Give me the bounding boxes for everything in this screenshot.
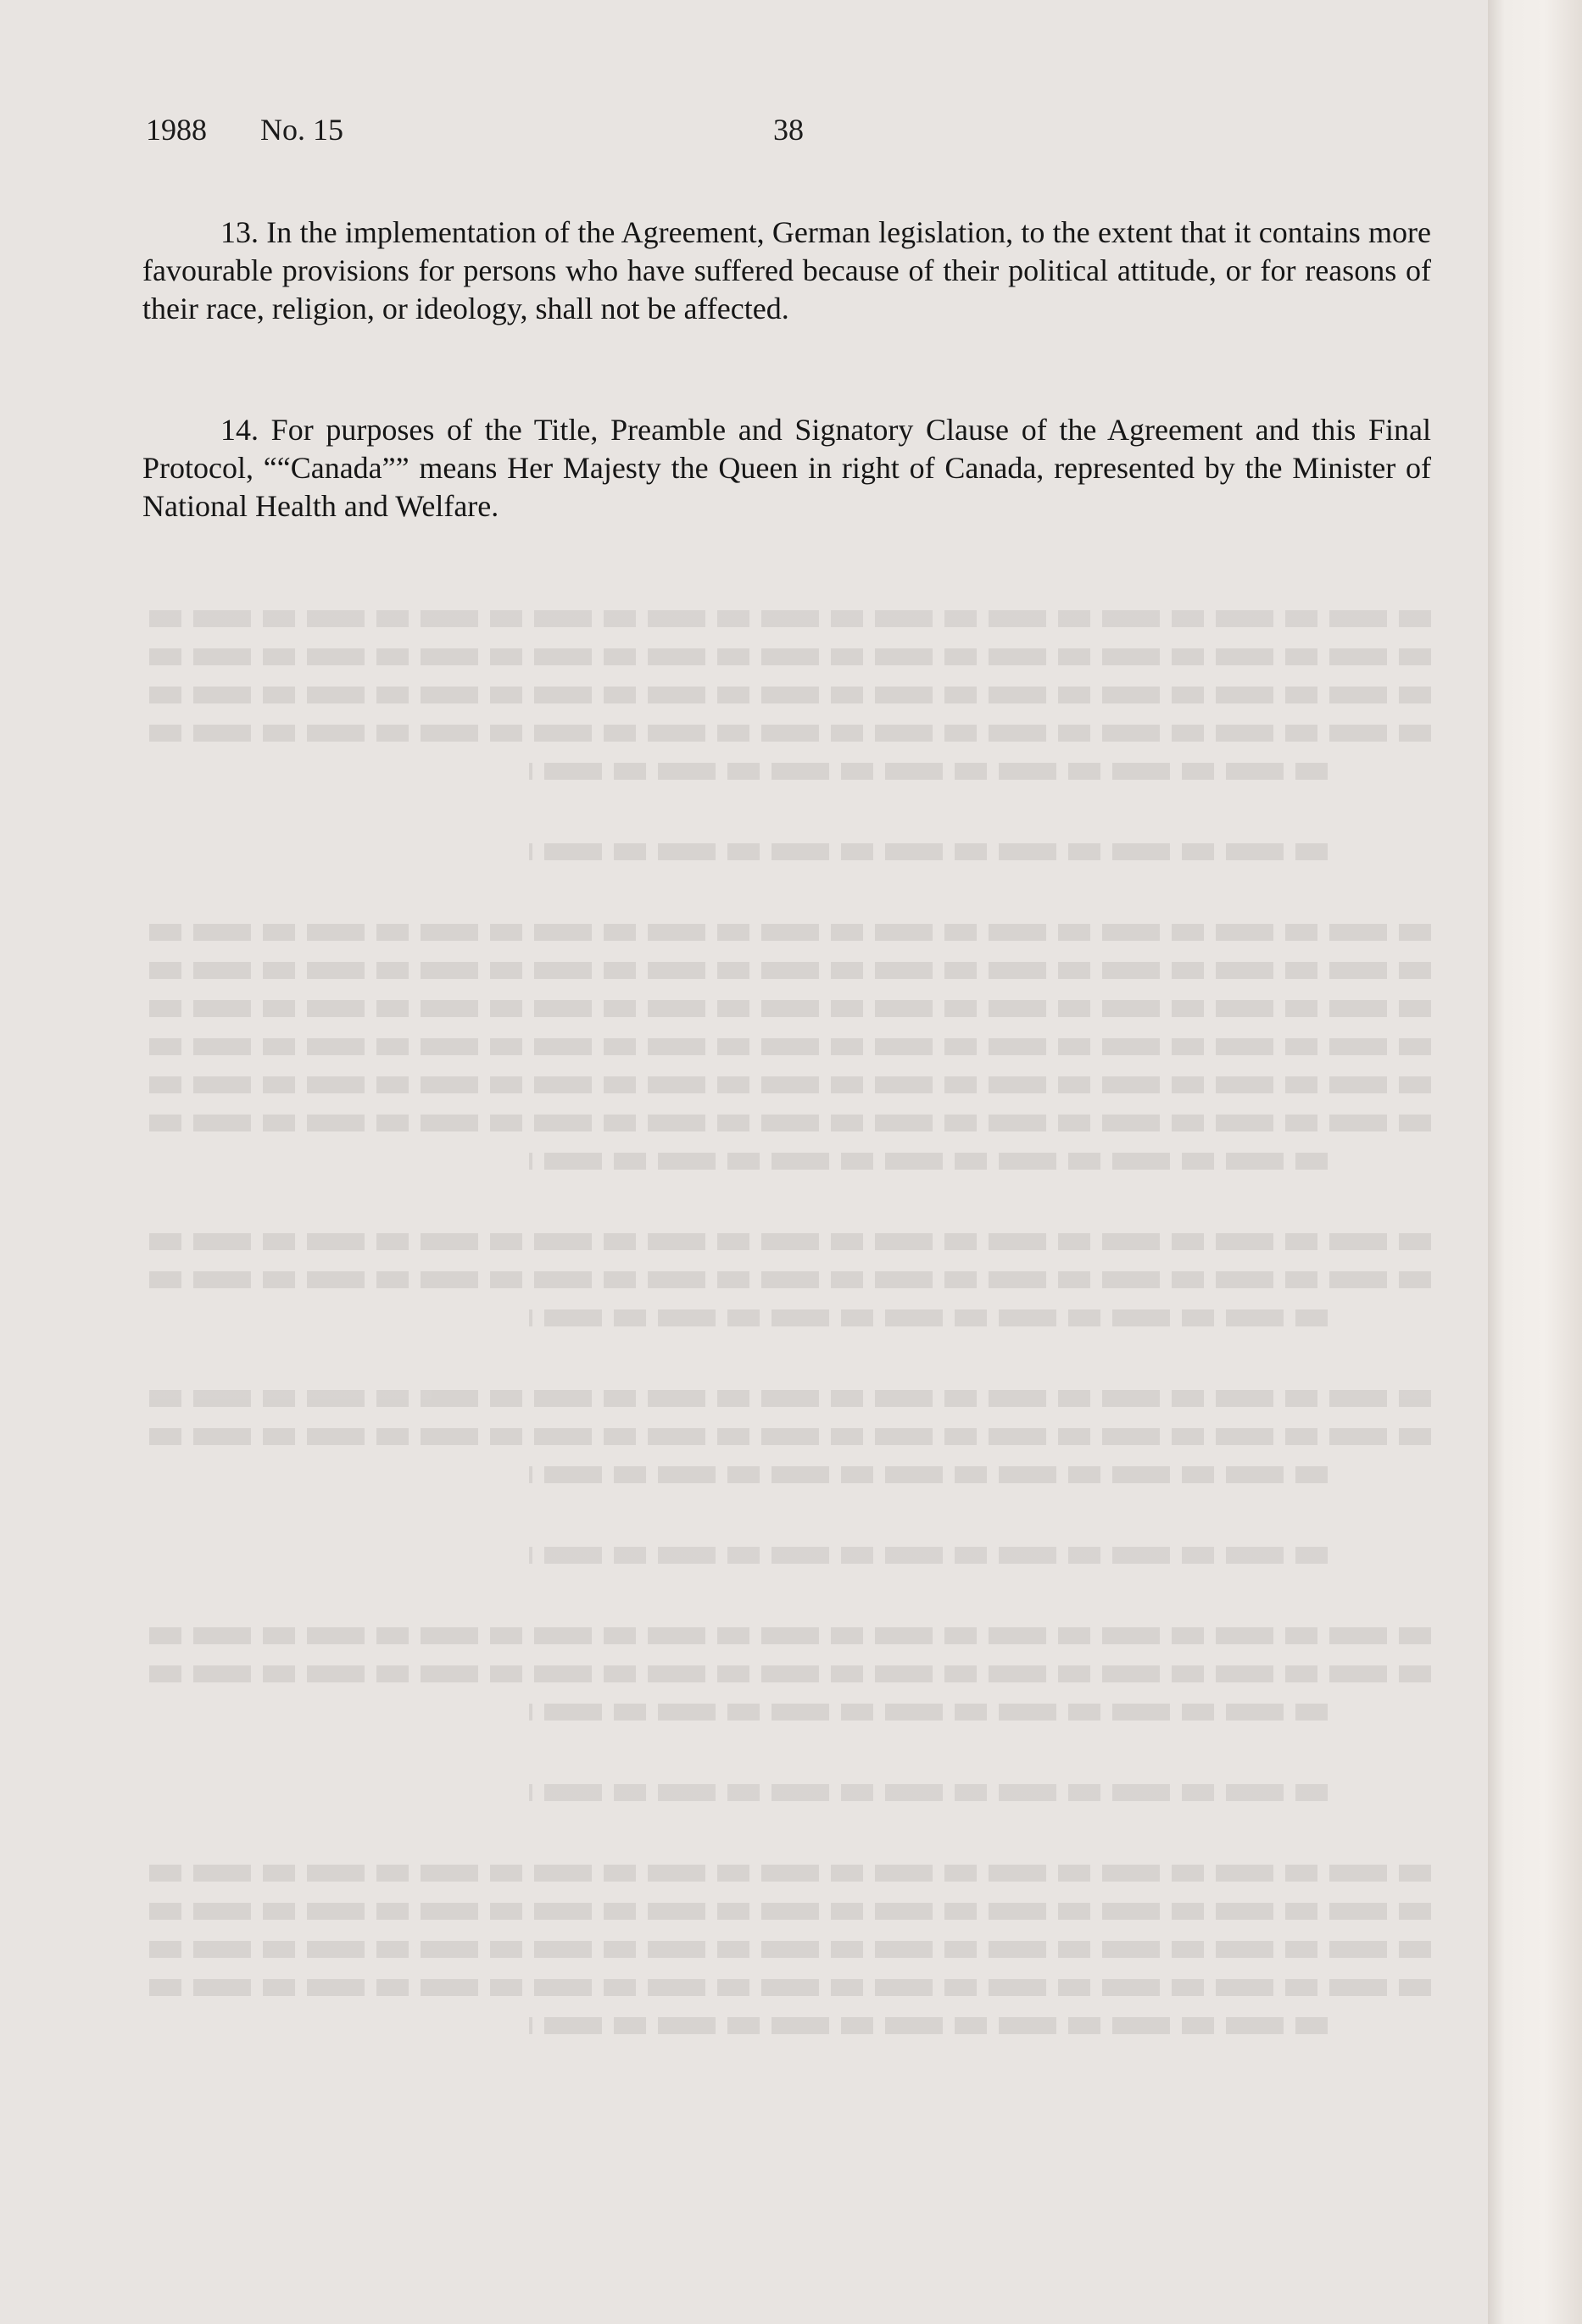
page-edge xyxy=(1488,0,1582,2324)
page-number: 38 xyxy=(773,113,804,147)
header-number: No. 15 xyxy=(260,113,343,147)
paragraph-13: 13. In the implementation of the Agreement, German legislation, to the extent that it contains more favourable provisions for persons who have suffered because of their political attitude, or for reasons of their race, religion, or ideology, shall not be affected. xyxy=(142,215,1431,325)
reverse-side-show-through xyxy=(142,610,1431,2221)
page-header xyxy=(146,112,841,154)
header-year: 1988 xyxy=(146,113,207,147)
paragraph-14: 14. For purposes of the Title, Preamble and Signatory Clause of the Agreement and this Final Protocol, ““Canada”” means Her Majesty the Queen in right of Canada, represented by the Minister of National Health and Welfare. xyxy=(142,413,1431,523)
